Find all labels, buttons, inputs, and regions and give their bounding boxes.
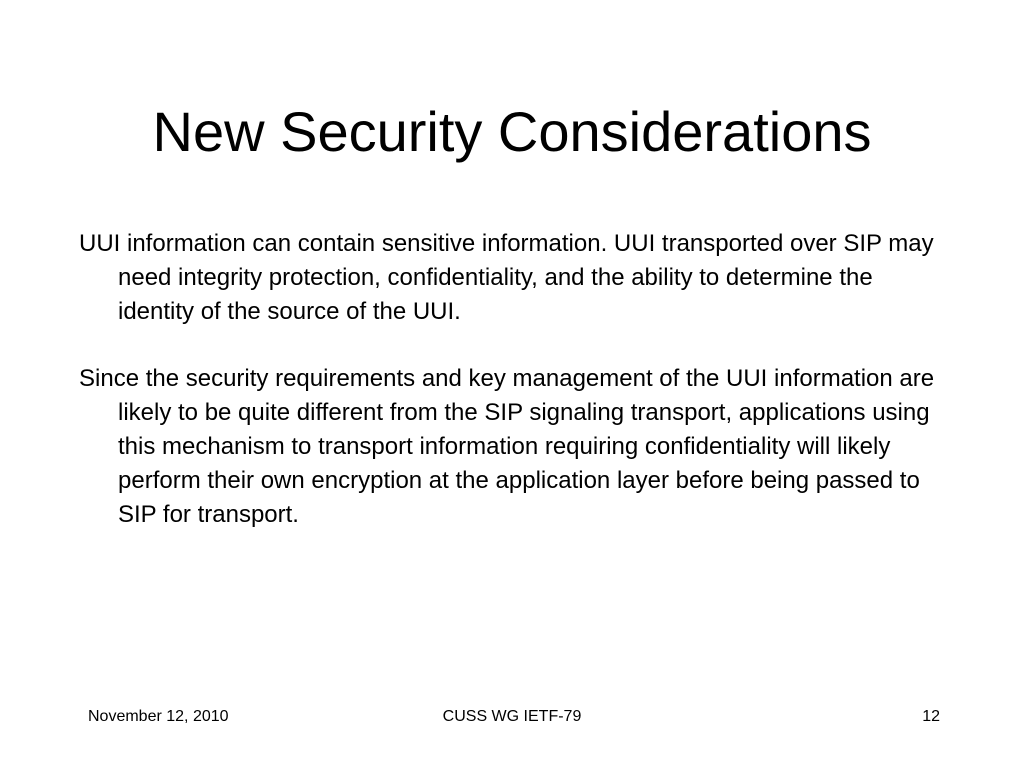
body-paragraph: UUI information can contain sensitive information. UUI transported over SIP may need integrity protection, confidentiality, and the ability to determine the identity of the source of the UUI. (79, 230, 934, 325)
body-paragraph: Since the security requirements and key management of the UUI information are likely to be quite different from the SIP signaling transport, applications using this mechanism to transport information requiring confidentiality will likely perform their own encryption at the application layer before being passed to SIP for transport. (79, 365, 935, 528)
footer-page-number: 12 (922, 708, 940, 725)
slide-body (79, 227, 949, 565)
footer-date: November 12, 2010 (88, 708, 229, 725)
footer-event: CUSS WG IETF-79 (442, 708, 582, 725)
slide-title: New Security Considerations (152, 100, 872, 163)
